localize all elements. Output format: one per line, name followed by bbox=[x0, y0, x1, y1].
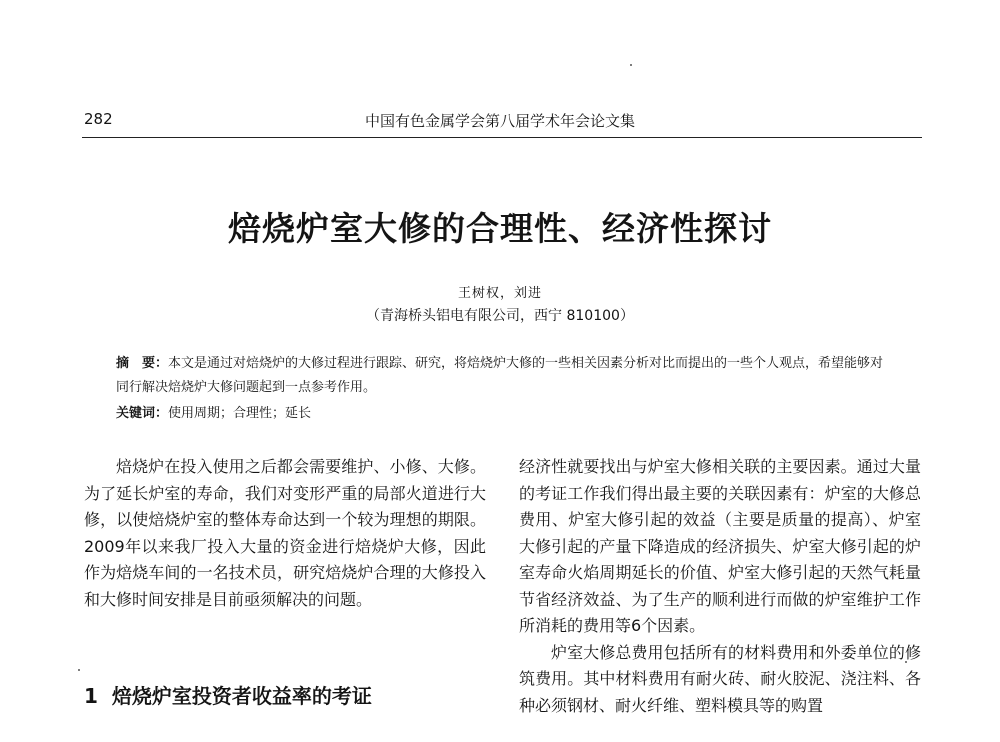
body-paragraph: 经济性就要找出与炉室大修相关联的主要因素。通过大量的考证工作我们得出最主要的关联因素有：炉室的大修总费用、炉室大修引起的效益（主要是质量的提高）、炉室大修引起的产量下降造成的经济损失、炉室大修引起的炉室寿命火焰周期延长的价值、炉室大修引起的天然气耗量节省经济效益、为了生产的顺利进行而做的炉室维护工作所消耗的费用等6个因素。 bbox=[519, 457, 921, 635]
running-title: 中国有色金属学会第八届学术年会论文集 bbox=[364, 112, 635, 130]
page-number: 282 bbox=[84, 110, 113, 128]
scan-speck bbox=[905, 661, 907, 663]
authors: 王树权，刘进 bbox=[457, 286, 542, 301]
header-rule bbox=[82, 137, 922, 138]
left-column bbox=[84, 454, 486, 613]
right-column bbox=[519, 454, 921, 719]
abstract-text: 本文是通过对焙烧炉的大修过程进行跟踪、研究，将焙烧炉大修的一些相关因素分析对比而提出的一些个人观点，希望能够对同行解决焙烧炉大修问题起到一点参考作用。 bbox=[116, 356, 884, 395]
keywords-text: 使用周期；合理性；延长 bbox=[168, 406, 312, 421]
section-heading bbox=[84, 680, 372, 709]
body-paragraph: 炉室大修总费用包括所有的材料费用和外委单位的修筑费用。其中材料费用有耐火砖、耐火胶泥、浇注料、各种必须钢材、耐火纤维、塑料模具等的购置 bbox=[519, 642, 921, 715]
intro-paragraph: 焙烧炉在投入使用之后都会需要维护、小修、大修。为了延长炉室的寿命，我们对变形严重的局部火道进行大修，以使焙烧炉室的整体寿命达到一个较为理想的期限。2009年以来我厂投入大量的资金进行焙烧炉大修，因此作为焙烧车间的一名技术员，研究焙烧炉合理的大修投入和大修时间安排是目前亟须解决的问题。 bbox=[84, 457, 486, 609]
scan-speck bbox=[78, 669, 80, 671]
abstract-label: 摘 要： bbox=[116, 356, 169, 371]
section-number: 1 bbox=[84, 684, 98, 708]
keywords-label: 关键词： bbox=[116, 406, 169, 421]
affiliation: （青海桥头铝电有限公司，西宁 810100） bbox=[366, 308, 634, 324]
abstract bbox=[116, 352, 886, 400]
paper-title: 焙烧炉室大修的合理性、经济性探讨 bbox=[228, 209, 772, 248]
keywords bbox=[116, 402, 886, 426]
section-title: 焙烧炉室投资者收益率的考证 bbox=[111, 684, 372, 708]
scan-speck bbox=[630, 64, 632, 66]
